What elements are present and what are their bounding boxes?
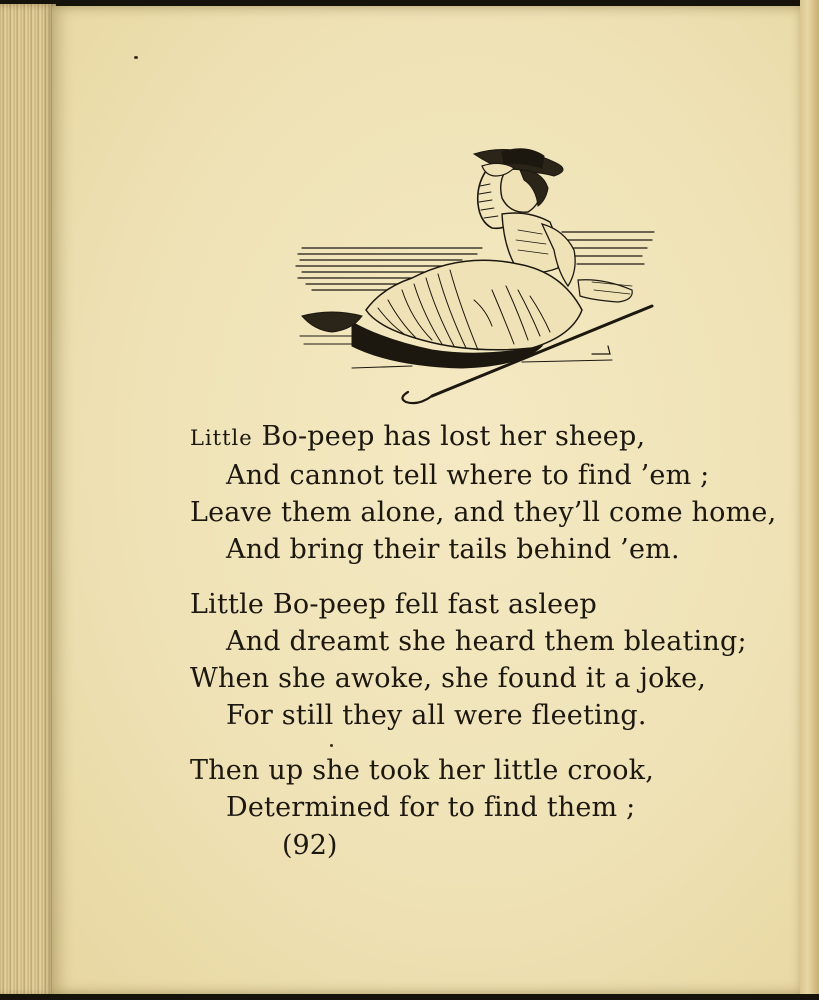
small-caps-lead: Little [190,426,253,450]
poem-line: Little Bo-peep fell fast asleep [190,589,598,620]
poem-line: Leave them alone, and they’ll come home, [190,497,777,528]
stanza-2 [190,586,770,734]
poem-line: Determined for to find them ; [226,792,636,823]
book-right-edge [800,0,819,1000]
poem-line: And bring their tails behind ’em. [226,534,680,565]
poem-line: Then up she took her little crook, [190,755,655,786]
poem-line: And dreamt she heard them bleating; [226,626,747,657]
paper-speck [134,56,138,59]
poem-line: And cannot tell where to find ’em ; [226,460,710,491]
poem-line-text: Bo-peep has lost her sheep, [252,421,646,452]
page-number: (92) [282,830,338,861]
book-page-edges [0,4,56,996]
scan-bottom-border [0,994,819,1000]
bo-peep-woodcut-illustration [292,140,662,412]
poem-line: When she awoke, she found it a joke, [190,663,707,694]
stanza-3 [190,752,770,826]
stanza-1 [190,418,777,568]
poem-text [190,418,777,844]
poem-line [190,418,770,457]
poem-line: For still they all were fleeting. [226,700,647,731]
